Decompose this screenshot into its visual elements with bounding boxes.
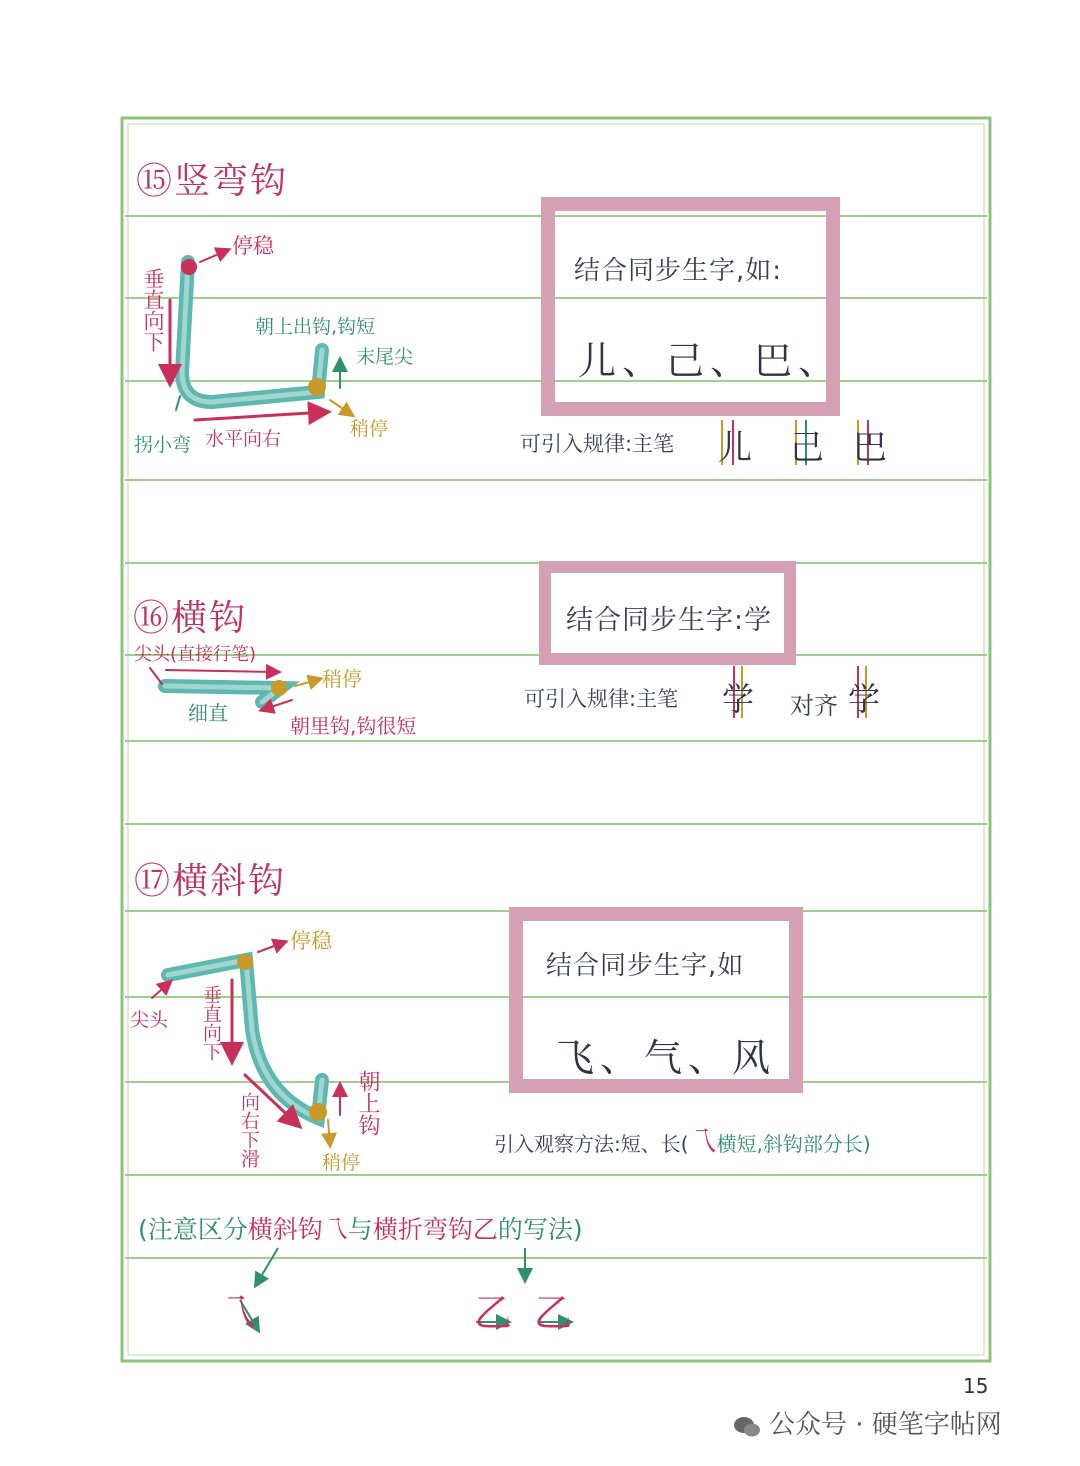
sample-char-xue: 学: [722, 680, 755, 718]
method-prefix: 引入观察方法:短、长(: [494, 1132, 689, 1156]
rule-label-15: 可引入规律:主笔: [520, 432, 675, 456]
comparison-suffix: 的写法): [497, 1215, 583, 1244]
label-slight-stop-17: 稍停: [322, 1152, 361, 1174]
label-vertical-17: 垂直向下: [200, 985, 222, 1061]
example-box-1-chars: 儿、己、巴、: [578, 339, 843, 383]
label-tip: 末尾尖: [356, 346, 414, 368]
label-up-hook: 朝上出钩,钩短: [255, 316, 376, 338]
label-slide: 向右下滑: [238, 1092, 260, 1168]
sample-char-xue-aligned: 学: [848, 680, 881, 718]
wechat-icon: [733, 1415, 761, 1443]
example-box-3-label: 结合同步生字,如: [546, 951, 745, 981]
label-slight-stop-16: 稍停: [322, 667, 362, 691]
comparison-note: [138, 1210, 583, 1246]
label-sharp-17: 尖头: [130, 1009, 169, 1031]
comparison-hengxiegou: 横斜钩: [247, 1215, 323, 1244]
example-box-1-label: 结合同步生字,如:: [574, 256, 783, 286]
label-align: 对齐: [790, 692, 838, 720]
label-small-turn: 拐小弯: [134, 434, 192, 456]
label-sharp-start: 尖头(直接行笔): [134, 644, 257, 665]
comparison-left-char: 乁: [218, 1291, 257, 1335]
comparison-char-1: 乁: [322, 1215, 348, 1244]
method-label: [494, 1120, 871, 1160]
comparison-right-char-b: 乙: [534, 1291, 573, 1335]
sample-char-er: 儿: [718, 428, 752, 468]
label-up-hook-17: 朝上钩: [355, 1070, 380, 1136]
comparison-hengzhewangou: 横折弯钩: [372, 1215, 473, 1244]
sample-char-ba: 巴: [853, 428, 887, 468]
page-number: 15: [963, 1374, 989, 1398]
label-thin-straight: 细直: [188, 701, 228, 725]
label-stop-17: 停稳: [290, 929, 332, 953]
watermark: [733, 1404, 1002, 1443]
comparison-right-char-a: 乙: [474, 1291, 513, 1335]
label-stop: 停稳: [232, 234, 274, 258]
sample-char-ji: 己: [790, 428, 824, 468]
watermark-text: 公众号 · 硬笔字帖网: [769, 1410, 1002, 1440]
label-inner-hook: 朝里钩,钩很短: [290, 714, 417, 738]
example-box-3-chars: 飞、气、风: [556, 1036, 777, 1080]
label-horizontal: 水平向右: [205, 428, 282, 450]
example-box-2-label: 结合同步生字:学: [566, 605, 773, 636]
method-char: 乁: [688, 1125, 717, 1158]
rule-label-16: 可引入规律:主笔: [524, 687, 679, 711]
comparison-arrows: [240, 1248, 570, 1330]
section-title-15: ⑮竖弯钩: [136, 161, 289, 202]
section-title-17: ⑰横斜钩: [134, 861, 287, 902]
section-title-16: ⑯横钩: [133, 598, 248, 639]
comparison-char-2: 乙: [472, 1215, 498, 1244]
comparison-mid: 与: [347, 1215, 373, 1244]
comparison-prefix: (注意区分: [138, 1215, 248, 1244]
method-suffix: 横短,斜钩部分长): [716, 1132, 871, 1156]
label-slight-stop: 稍停: [350, 418, 389, 440]
label-vertical: 垂直向下: [141, 268, 165, 352]
stroke-diagram-henggou: [150, 668, 320, 710]
